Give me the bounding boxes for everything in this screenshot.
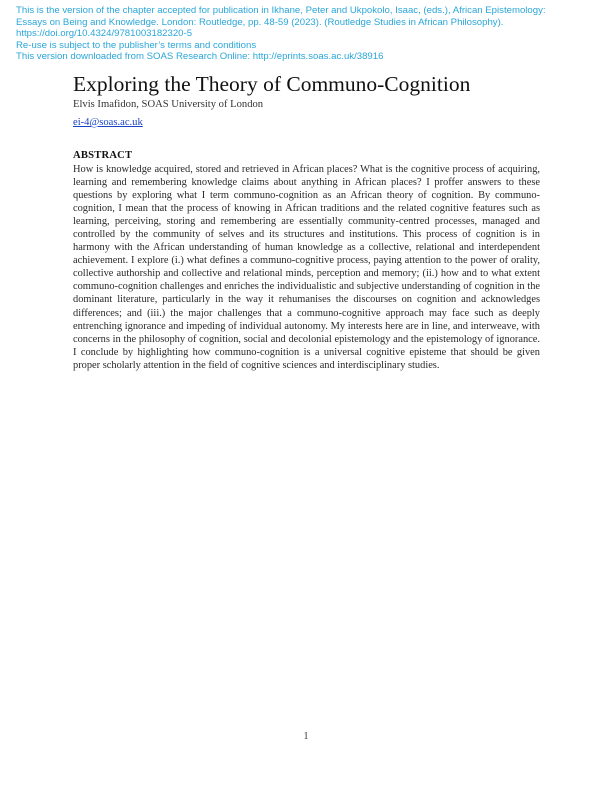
publication-citation: This is the version of the chapter accepted for publication in Ikhane, Peter and Ukpokolo, Isaac, (eds.), African Epistemology: Essays on Being and Knowledge. London: Routledge, pp. 48-59 (2023). (Routledge Studies in African Philosophy). https://doi.org/10.4324/9781003182320-5 — [16, 5, 546, 40]
author-email-link[interactable]: ei-4@soas.ac.uk — [73, 117, 143, 128]
page-number: 1 — [303, 731, 309, 742]
author-affiliation: Elvis Imafidon, SOAS University of London — [73, 99, 264, 110]
repository-download-notice: This version downloaded from SOAS Research Online: http://eprints.soas.ac.uk/38916 — [16, 51, 384, 63]
repository-cover-note — [16, 5, 576, 63]
abstract-body: How is knowledge acquired, stored and retrieved in African places? What is the cognitive process of acquiring, learning and remembering knowledge claims about anything in African places? I proffer answers to these questions by exploring what I term communo-cognition as an African theory of cognition. By communo-cognition, I mean that the process of knowing in African traditions and the related cognitive features such as learning, perceiving, storing and remembering are essentially community-centred processes, managed and controlled by the community of selves and its structures and institutions. This process of cognition is in harmony with the African understanding of human knowledge as a collective, relational and interdependent achievement. I explore (i.) what defines a communo-cognitive process, paying attention to the power of orality, collective authorship and collective and relational minds, perception and memory; (ii.) how and to what extent communo-cognition challenges and enriches the individualistic and subjective understanding of cognition in the dominant literature, particularly in the way it rehumanises the discourses on cognition and acknowledges differences; and (iii.) the major challenges that a communo-cognitive approach may face such as deeply entrenching ignorance and impeding of individual autonomy. My interests here are in line, and interweave, with concerns in the philosophy of cognition, social and decolonial epistemology and the epistemology of ignorance. I conclude by highlighting how communo-cognition is a universal cognitive episteme that should be given proper scholarly attention in the field of cognitive sciences and interdisciplinary studies. — [73, 164, 540, 371]
paper-title: Exploring the Theory of Communo-Cognition — [73, 72, 471, 96]
paper-content — [73, 70, 540, 372]
reuse-notice: Re-use is subject to the publisher’s terms and conditions — [16, 39, 257, 51]
abstract-heading: ABSTRACT — [73, 150, 133, 161]
